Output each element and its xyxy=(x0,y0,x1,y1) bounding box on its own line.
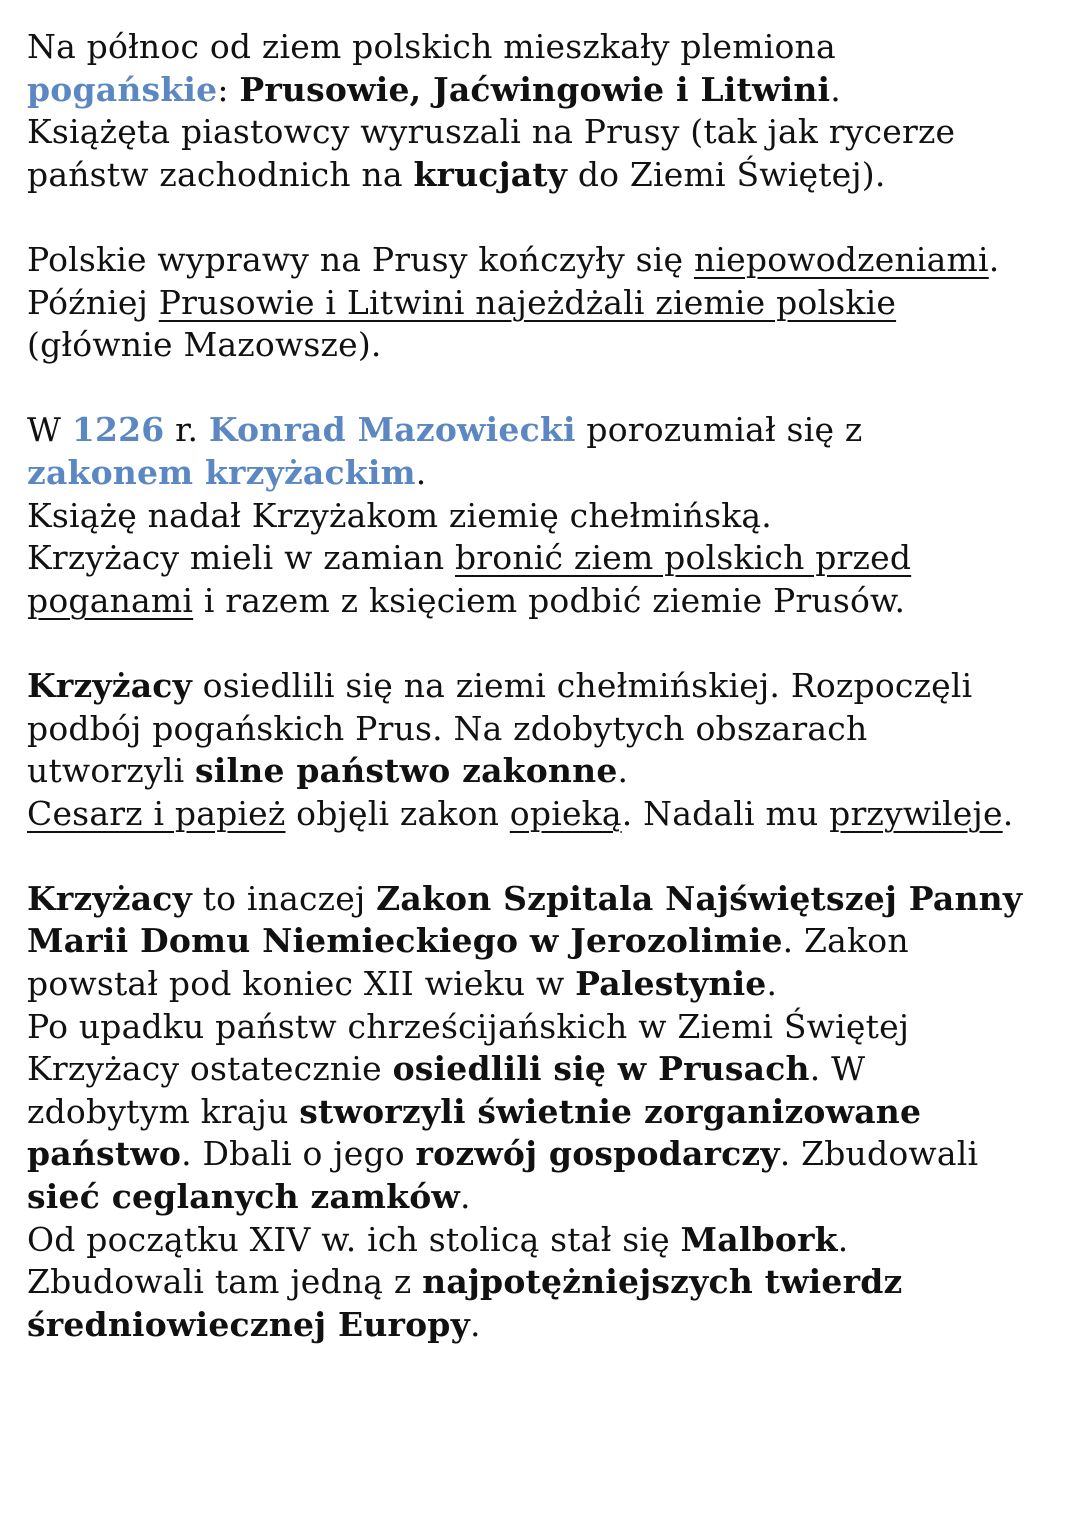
text-run: do Ziemi Świętej). xyxy=(567,154,886,194)
text-run: . W xyxy=(809,1049,866,1089)
document-page xyxy=(27,26,1067,1389)
text-run: Zbudowali tam jedną z xyxy=(27,1262,423,1302)
text-run: Na północ od ziem polskich mieszkały plemiona xyxy=(27,27,836,66)
text-run: . xyxy=(1002,793,1014,833)
text-line xyxy=(27,537,1067,580)
text-run: i razem z księciem podbić ziemie Prusów. xyxy=(193,580,906,620)
text-line xyxy=(27,1261,1067,1304)
bold-term: sieć ceglanych zamków xyxy=(27,1177,461,1217)
text-line xyxy=(27,409,1067,452)
text-line xyxy=(27,793,1067,836)
text-line xyxy=(27,239,1067,282)
text-run: Po upadku państw chrześcijańskich w Ziemi Świętej xyxy=(27,1006,910,1046)
text-line xyxy=(27,920,1067,963)
bold-term: najpotężniejszych twierdz xyxy=(422,1262,903,1302)
highlight-year: 1226 xyxy=(71,410,165,450)
bold-term: Krzyżacy xyxy=(27,665,192,705)
text-run: zdobytym kraju xyxy=(27,1091,300,1131)
bold-term: Palestynie xyxy=(575,964,767,1004)
text-line xyxy=(27,963,1067,1006)
bold-term: silne państwo zakonne xyxy=(195,751,618,791)
underlined-term: poganami xyxy=(27,580,194,620)
text-run: Krzyżacy mieli w zamian xyxy=(27,538,455,578)
text-run: W xyxy=(27,410,72,450)
text-line xyxy=(27,154,1067,197)
text-line xyxy=(27,1006,1067,1049)
bold-term: państwo xyxy=(27,1134,182,1174)
text-run: . xyxy=(766,964,778,1004)
paragraph-pagan-tribes xyxy=(27,26,1067,196)
bold-term: Krzyżacy xyxy=(27,878,192,918)
text-line xyxy=(27,1219,1067,1262)
text-line xyxy=(27,878,1067,921)
text-line xyxy=(27,1091,1067,1134)
text-line xyxy=(27,69,1067,112)
text-run: . xyxy=(617,751,629,791)
text-line xyxy=(27,708,1067,751)
text-line xyxy=(27,324,1067,367)
text-run: . Nadali mu xyxy=(621,793,830,833)
text-run: powstał pod koniec XII wieku w xyxy=(27,964,576,1004)
bold-term: krucjaty xyxy=(413,154,568,194)
underlined-term: przywileje xyxy=(829,793,1003,833)
text-run: . Dbali o jego xyxy=(181,1134,416,1174)
text-run: . Zbudowali xyxy=(779,1134,979,1174)
text-run: porozumiał się z xyxy=(575,410,863,450)
text-run: r. xyxy=(164,410,209,450)
text-run: Książę nadał Krzyżakom ziemię chełmińską. xyxy=(27,495,772,535)
underlined-term: Cesarz i papież xyxy=(27,793,286,833)
text-run: Później xyxy=(27,282,159,322)
underlined-term: niepowodzeniami xyxy=(693,239,989,279)
text-line xyxy=(27,580,1067,623)
text-line xyxy=(27,1176,1067,1219)
bold-term: Marii Domu Niemieckiego w Jerozolimie xyxy=(27,921,783,961)
bold-term: Prusowie, Jaćwingowie i Litwini xyxy=(239,69,831,109)
text-line xyxy=(27,750,1067,793)
text-line xyxy=(27,452,1067,495)
text-line xyxy=(27,495,1067,538)
text-run: . xyxy=(830,69,841,109)
text-run: (głównie Mazowsze). xyxy=(27,325,382,365)
text-run: . Zakon xyxy=(782,921,909,961)
text-run: Książęta piastowcy wyruszali na Prusy (tak jak rycerze xyxy=(27,112,956,152)
text-run: to inaczej xyxy=(191,878,377,918)
bold-term: rozwój gospodarczy xyxy=(415,1134,780,1174)
text-run: . xyxy=(460,1177,471,1217)
paragraph-expeditions xyxy=(27,239,1067,367)
underlined-term: bronić ziem polskich przed xyxy=(454,538,912,578)
underlined-term: Prusowie i Litwini najeżdżali ziemie polskie xyxy=(158,282,897,322)
highlight-term: zakonem krzyżackim xyxy=(27,452,416,492)
text-line xyxy=(27,111,1067,154)
text-run: . xyxy=(837,1219,849,1259)
bold-term: średniowiecznej Europy xyxy=(27,1304,470,1344)
paragraph-teutonic-state xyxy=(27,665,1067,835)
bold-term: stworzyli świetnie zorganizowane xyxy=(299,1091,922,1131)
text-run: Od początku XIV w. ich stolicą stał się xyxy=(27,1219,681,1259)
highlight-term: Konrad Mazowiecki xyxy=(208,410,576,450)
text-run: państw zachodnich na xyxy=(27,154,414,194)
text-line xyxy=(27,1048,1067,1091)
text-run: osiedlili się na ziemi chełmińskiej. Rozpoczęli xyxy=(191,665,973,705)
text-line xyxy=(27,665,1067,708)
text-line xyxy=(27,282,1067,325)
text-line xyxy=(27,1133,1067,1176)
text-run: objęli zakon xyxy=(285,793,510,833)
text-run: . xyxy=(415,452,427,492)
text-run: . xyxy=(988,239,1000,279)
text-run: utworzyli xyxy=(27,751,196,791)
highlight-term: pogańskie xyxy=(27,69,218,109)
bold-term: osiedlili się w Prusach xyxy=(392,1049,810,1089)
paragraph-konrad-mazowiecki xyxy=(27,409,1067,622)
text-line xyxy=(27,1304,1067,1347)
text-run: . xyxy=(469,1304,481,1344)
underlined-term: opieką xyxy=(509,793,622,833)
text-run: podbój pogańskich Prus. Na zdobytych obszarach xyxy=(27,708,868,748)
bold-term: Malbork xyxy=(680,1219,838,1259)
bold-term: Zakon Szpitala Najświętszej Panny xyxy=(376,878,1023,918)
text-run: Krzyżacy ostatecznie xyxy=(27,1049,393,1089)
text-line xyxy=(27,26,1067,69)
paragraph-order-history xyxy=(27,878,1067,1347)
text-run: Polskie wyprawy na Prusy kończyły się xyxy=(27,239,694,279)
text-run: : xyxy=(217,69,240,109)
